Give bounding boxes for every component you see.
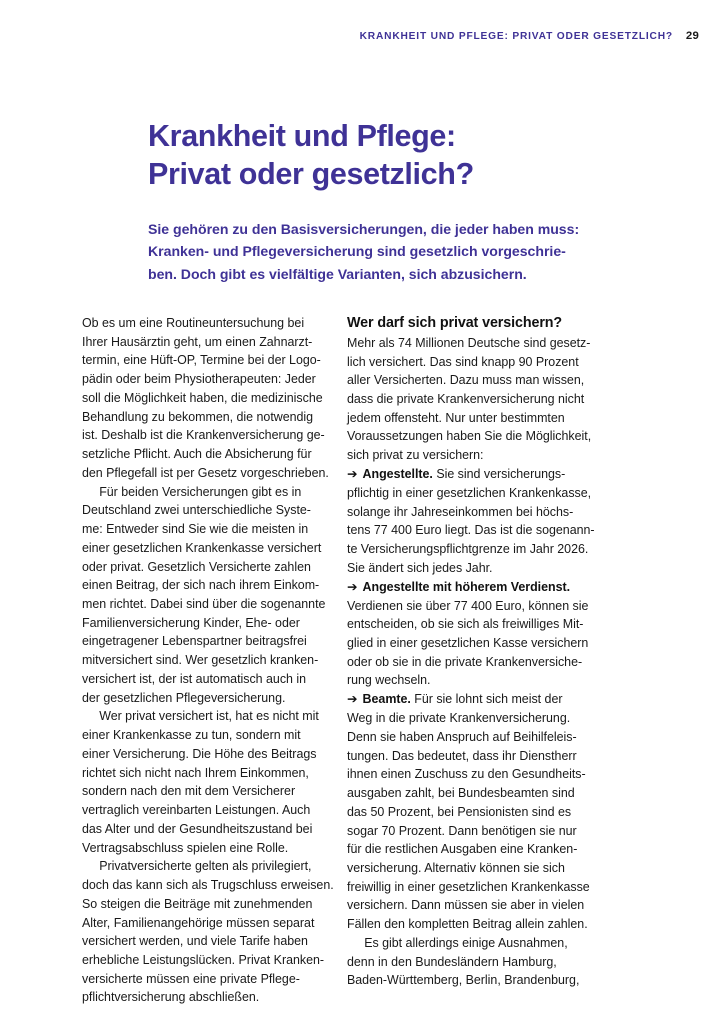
text-line: pädin oder beim Physiotherapeuten: Jeder <box>82 372 316 387</box>
standfirst-line-3: ben. Doch gibt es vielfältige Varianten, sich abzusichern. <box>148 265 527 282</box>
right-paragraph-last <box>347 934 592 990</box>
text-line: men richtet. Dabei sind über die sogenannte <box>82 597 326 612</box>
text-line: doch das kann sich als Trugschluss erweisen. <box>82 878 334 893</box>
text-line: vertraglich vereinbarten Leistungen. Auch <box>82 803 311 818</box>
text-line: den Pflegefall ist per Gesetz vorgeschrieben. <box>82 465 329 480</box>
text-line: der gesetzlichen Pflegeversicherung. <box>82 690 286 705</box>
text-line: Privatversicherte gelten als privilegiert, <box>82 859 312 874</box>
standfirst-line-1: Sie gehören zu den Basisversicherungen, die jeder haben muss: <box>148 221 580 237</box>
text-line: oder ob sie in die private Krankenversiche- <box>347 654 583 669</box>
text-line: mitversichert sind. Wer gesetzlich kranken- <box>82 653 319 668</box>
right-paragraph-1 <box>347 334 592 465</box>
text-line: freiwillig in einer gesetzlichen Krankenkasse <box>347 879 590 894</box>
text-line: versichern. Dann müssen sie aber in vielen <box>347 898 585 913</box>
headline-block <box>148 118 598 193</box>
body-columns <box>82 314 640 1005</box>
text-line: Verdienen sie über 77 400 Euro, können sie <box>347 598 589 613</box>
text-line: Wer privat versichert ist, hat es nicht mit <box>82 709 319 724</box>
text-line: Weg in die private Krankenversicherung. <box>347 711 571 726</box>
text-line: Es gibt allerdings einige Ausnahmen, <box>347 935 568 950</box>
text-line: me: Entweder sind Sie wie die meisten in <box>82 522 309 537</box>
text-line: Deutschland zwei unterschiedliche Syste- <box>82 503 311 518</box>
text-line: Sie ändert sich jedes Jahr. <box>347 560 493 575</box>
text-line: versicherte müssen eine private Pflege- <box>82 971 300 986</box>
text-line: Baden-Württemberg, Berlin, Brandenburg, <box>347 973 580 988</box>
text-line: sondern nach den mit dem Versicherer <box>82 784 296 799</box>
page-number: 29 <box>685 30 699 42</box>
text-line: eingetragener Lebenspartner beitragsfrei <box>82 634 307 649</box>
text-line: Familienversicherung Kinder, Ehe- oder <box>82 615 300 630</box>
text-line: das Alter und der Gesundheitszustand bei <box>82 821 313 836</box>
left-paragraph-1 <box>82 314 327 483</box>
text-line: richtet sich nicht nach Ihrem Einkommen, <box>82 765 309 780</box>
section-heading: Wer darf sich privat versichern? <box>347 315 563 331</box>
page-title-line-1: Krankheit und Pflege: <box>148 119 456 153</box>
text-line: ist. Deshalb ist die Krankenversicherung ge- <box>82 428 325 443</box>
text-line: denn in den Bundesländern Hamburg, <box>347 954 557 969</box>
text-line: erhebliche Leistungslücken. Privat Kranken- <box>82 952 325 967</box>
text-line: tens 77 400 Euro liegt. Das ist die sogenann- <box>347 523 595 538</box>
bullet-lead: Beamte. <box>362 692 411 707</box>
text-line: dass die private Krankenversicherung nicht <box>347 392 585 406</box>
column-left <box>82 314 334 1007</box>
text-line: solange ihr Jahreseinkommen bei höchs- <box>347 504 574 519</box>
page-title-line-2: Privat oder gesetzlich? <box>148 156 474 191</box>
text-line: rung wechseln. <box>347 673 431 688</box>
standfirst <box>148 218 580 285</box>
text-line: setzliche Pflicht. Auch die Absicherung für <box>82 447 312 462</box>
column-right <box>347 314 595 990</box>
bullet-lead: Angestellte mit höherem Verdienst. <box>362 579 571 594</box>
arrow-right-icon: ➔ <box>347 578 358 594</box>
text-line: ausgaben zahlt, bei Bundesbeamten sind <box>347 786 575 801</box>
text-line: oder privat. Gesetzlich Versicherte zahlen <box>82 559 311 574</box>
bullet-item <box>347 465 595 578</box>
text-line: einer Krankenkasse zu tun, sondern mit <box>82 728 301 743</box>
text-line: versicherung. Alternativ können sie sich <box>347 861 565 876</box>
text-line: lich versichert. Das sind knapp 90 Prozent <box>347 354 579 369</box>
running-header-title: KRANKHEIT UND PFLEGE: PRIVAT ODER GESETZLICH? <box>359 31 673 42</box>
text-line: Behandlung zu bekommen, die notwendig <box>82 409 314 424</box>
text-line: Mehr als 74 Millionen Deutsche sind gesetz- <box>347 335 591 350</box>
text-line: glied in einer gesetzlichen Kasse versichern <box>347 635 589 650</box>
text-line: So steigen die Beiträge mit zunehmenden <box>82 896 313 911</box>
left-paragraph-2 <box>82 483 327 708</box>
arrow-right-icon: ➔ <box>347 691 358 707</box>
text-line: für die restlichen Ausgaben eine Kranken- <box>347 842 578 857</box>
text-line: Denn sie haben Anspruch auf Beihilfeleis- <box>347 729 577 744</box>
bullet-item <box>347 690 592 934</box>
text-line: Für beiden Versicherungen gibt es in <box>82 484 302 499</box>
text-line: versichert werden, und viele Tarife haben <box>82 934 308 949</box>
text-line: entscheiden, ob sie sich als freiwilliges Mit- <box>347 617 584 632</box>
bullet-lead: Angestellte. <box>362 466 433 481</box>
text-line: te Versicherungspflichtgrenze im Jahr 2026. <box>347 542 589 557</box>
left-paragraph-3 <box>82 707 327 857</box>
text-line: Alter, Familienangehörige müssen separat <box>82 915 315 930</box>
text-line: sich privat zu versichern: <box>347 448 484 463</box>
text-line: sogar 70 Prozent. Dann benötigen sie nur <box>347 823 577 838</box>
text-line: versichert ist, der ist automatisch auch in <box>82 671 307 686</box>
text-line: aller Versicherten. Dazu muss man wissen, <box>347 373 585 388</box>
text-line: Für sie lohnt sich meist der <box>410 692 563 707</box>
text-line: Ihrer Hausärztin geht, um einen Zahnarzt- <box>82 334 313 349</box>
text-line: das 50 Prozent, bei Pensionisten sind es <box>347 804 572 819</box>
bullet-item <box>347 578 592 691</box>
text-line: tungen. Das bedeutet, dass ihr Dienstherr <box>347 748 577 763</box>
text-line: Vertragsabschluss spielen eine Rolle. <box>82 840 289 855</box>
text-line: pflichtig in einer gesetzlichen Krankenkasse, <box>347 485 592 500</box>
text-line: einer Versicherung. Die Höhe des Beitrags <box>82 746 317 761</box>
page-title <box>148 118 598 193</box>
text-line: jedem offensteht. Nur unter bestimmten <box>347 410 565 425</box>
standfirst-line-2: Kranken- und Pflegeversicherung sind gesetzlich vorgeschrie- <box>148 243 566 260</box>
text-line: einer gesetzlichen Krankenkasse versichert <box>82 540 322 555</box>
text-line: Ob es um eine Routineuntersuchung bei <box>82 316 305 330</box>
text-line: Fällen den kompletten Beitrag allein zahlen. <box>347 917 588 932</box>
text-line: soll die Möglichkeit haben, die medizinische <box>82 390 323 405</box>
text-line: termin, eine Hüft-OP, Termine bei der Logo- <box>82 353 321 368</box>
arrow-right-icon: ➔ <box>347 465 358 481</box>
text-line: Sie sind versicherungs- <box>432 466 566 481</box>
text-line: ihnen einen Zuschuss zu den Gesundheits- <box>347 767 586 782</box>
left-paragraph-4 <box>82 857 334 1007</box>
text-line: pflichtversicherung abschließen. <box>82 990 260 1005</box>
running-header <box>360 30 699 42</box>
text-line: einen Beitrag, der sich nach ihrem Einkom- <box>82 578 320 593</box>
text-line: Voraussetzungen haben Sie die Möglichkeit, <box>347 429 592 444</box>
